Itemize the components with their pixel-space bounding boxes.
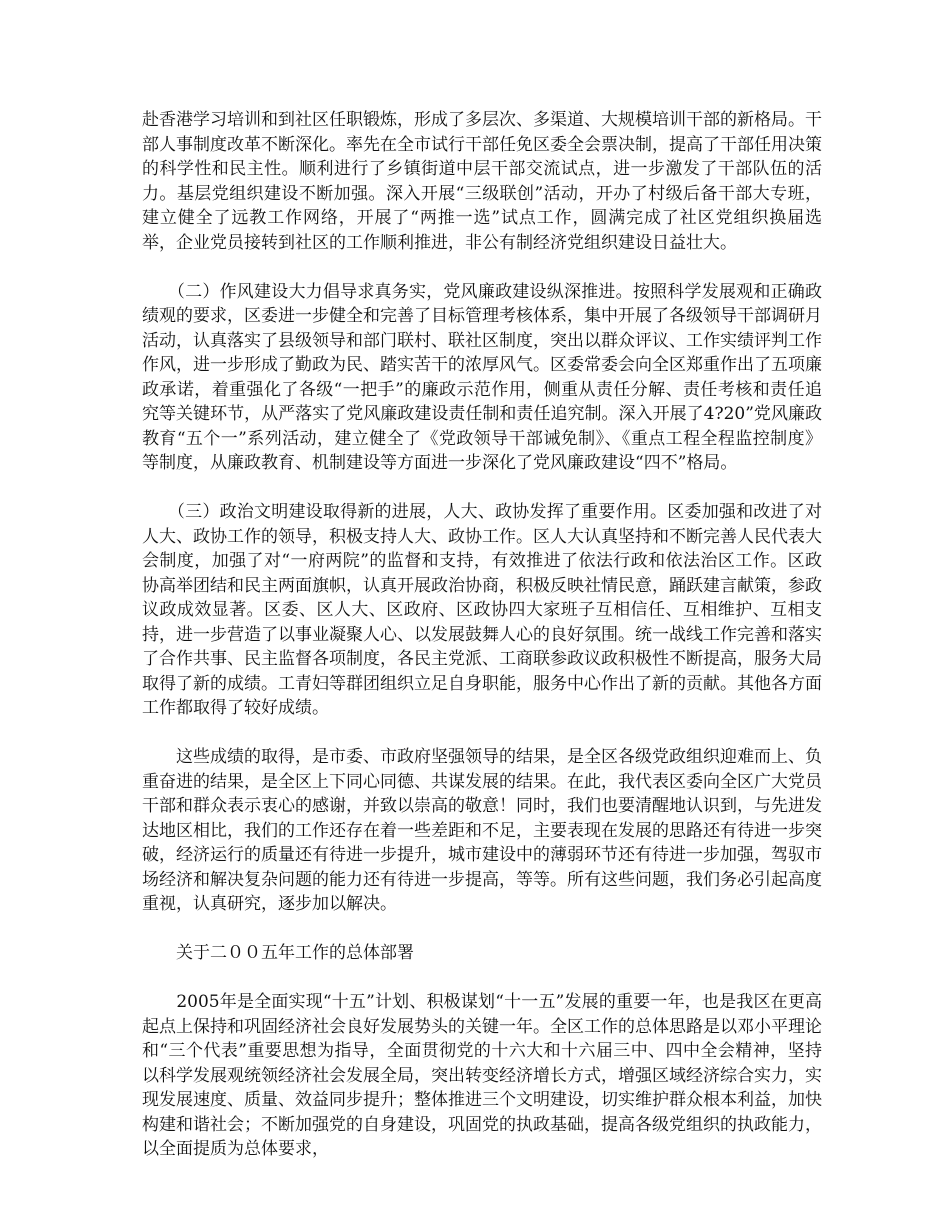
paragraph-achievements-summary: 这些成绩的取得，是市委、市政府坚强领导的结果，是全区各级党政组织迎难而上、负重奋进的结果，是全区上下同心同德、共谋发展的结果。在此，我代表区委向全区广大党员干部和群众表示衷心的感谢，并致以崇高的敬意！同时，我们也要清醒地认识到，与先进发达地区相比，我们的工作还存在着一些差距和不足，主要表现在发展的思路还有待进一步突破，经济运行的质量还有待进一步提升，城市建设中的薄弱环节还有待进一步加强，驾驭市场经济和解决复杂问题的能力还有待进一步提高，等等。所有这些问题，我们务必引起高度重视，认真研究，逐步加以解决。 bbox=[142, 747, 822, 914]
paragraph-political-civilization: （三）政治文明建设取得新的进展，人大、政协发挥了重要作用。区委加强和改进了对人大、政协工作的领导，积极支持人大、政协工作。区人大认真坚持和不断完善人民代表大会制度，加强了对“一府两院”的监督和支持，有效推进了依法行政和依法治区工作。区政协高举团结和民主两面旗帜，认真开展政治协商，积极反映社情民意，踊跃建言献策，参政议政成效显著。区委、区人大、区政府、区政协四大家班子互相信任、互相维护、互相支持，进一步营造了以事业凝聚人心、以发展鼓舞人心的良好氛围。统一战线工作完善和落实了合作共事、民主监督各项制度，各民主党派、工商联参政议政积极性不断提高，服务大局取得了新的成绩。工青妇等群团组织立足自身职能，服务中心作出了新的贡献。其他各方面工作都取得了较好成绩。 bbox=[142, 502, 822, 718]
section-heading: 关于二００五年工作的总体部署 bbox=[142, 943, 414, 963]
paragraph-2005-overall-plan: 2005年是全面实现“十五”计划、积极谋划“十一五”发展的重要一年，也是我区在更高起点上保持和巩固经济社会良好发展势头的关键一年。全区工作的总体思路是以邓小平理论和“三个代表”重要思想为指导，全面贯彻党的十六大和十六届三中、四中全会精神，坚持以科学发展观统领经济社会发展全局，突出转变经济增长方式，增强区域经济综合实力，实现发展速度、质量、效益同步提升；整体推进三个文明建设，切实维护群众根本利益，加快构建和谐社会；不断加强党的自身建设，巩固党的执政基础，提高各级党组织的执政能力，以全面提质为总体要求， bbox=[142, 992, 822, 1159]
document-page bbox=[142, 108, 822, 1186]
paragraph-work-style: （二）作风建设大力倡导求真务实，党风廉政建设纵深推进。按照科学发展观和正确政绩观的要求，区委进一步健全和完善了目标管理考核体系，集中开展了各级领导干部调研月活动，认真落实了县级领导和部门联村、联社区制度，突出以群众评议、工作实绩评判工作作风，进一步形成了勤政为民、踏实苦干的浓厚风气。区委常委会向全区郑重作出了五项廉政承诺，着重强化了各级“一把手”的廉政示范作用，侧重从责任分解、责任考核和责任追究等关键环节，从严落实了党风廉政建设责任制和责任追究制。深入开展了4?20”党风廉政教育“五个一”系列活动，建立健全了《党政领导干部诫免制》、《重点工程全程监控制度》等制度，从廉政教育、机制建设等方面进一步深化了党风廉政建设“四不”格局。 bbox=[142, 281, 822, 473]
paragraph-cadre-training: 赴香港学习培训和到社区任职锻炼，形成了多层次、多渠道、大规模培训干部的新格局。干部人事制度改革不断深化。率先在全市试行干部任免区委全会票决制，提高了干部任用决策的科学性和民主性。顺利进行了乡镇街道中层干部交流试点，进一步激发了干部队伍的活力。基层党组织建设不断加强。深入开展“三级联创”活动，开办了村级后备干部大专班，建立健全了远教工作网络，开展了“两推一选”试点工作，圆满完成了社区党组织换届选举，企业党员接转到社区的工作顺利推进，非公有制经济党组织建设日益壮大。 bbox=[142, 110, 822, 253]
